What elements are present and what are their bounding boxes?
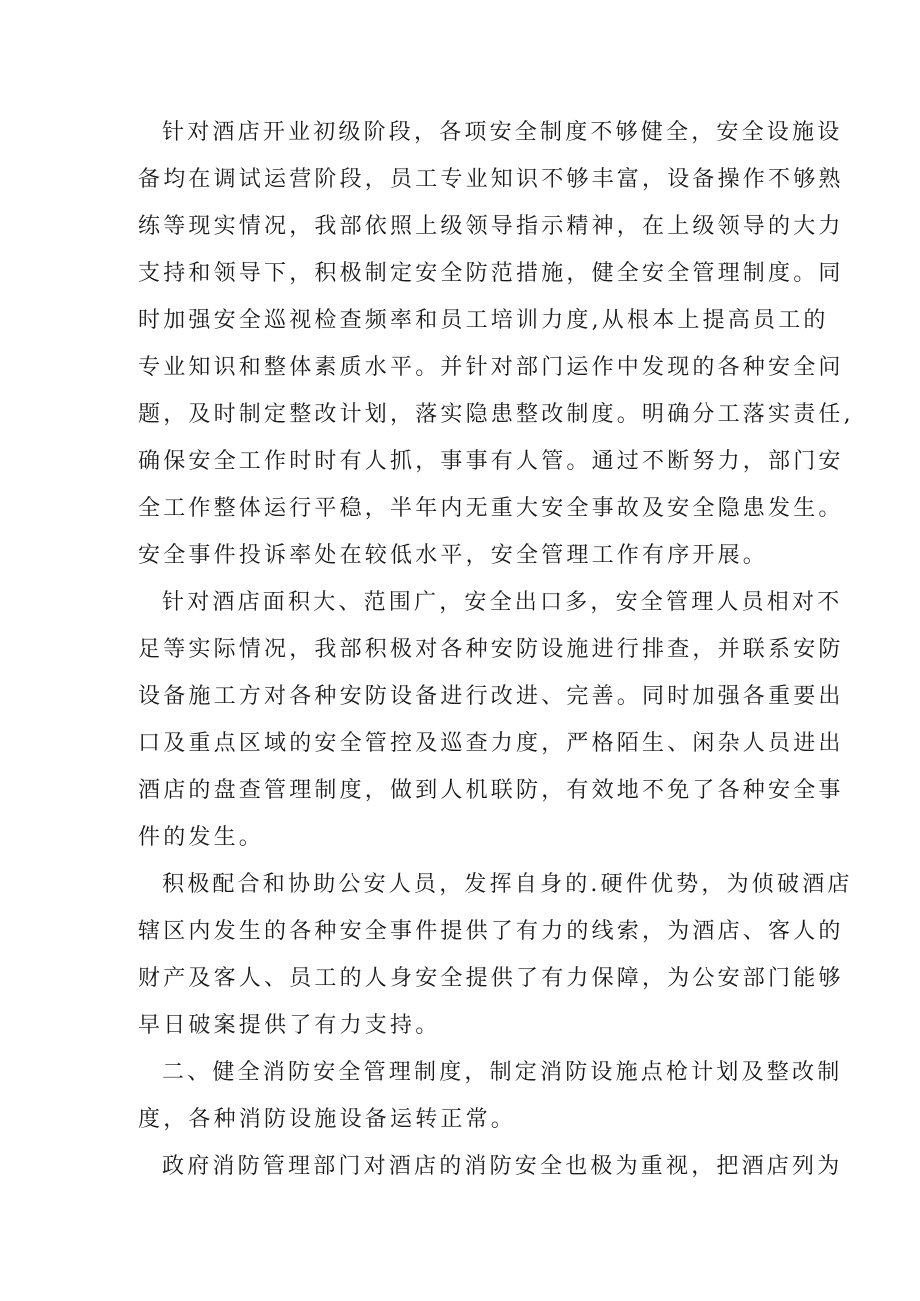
text-line: 全工作整体运行平稳，半年内无重大安全事故及安全隐患发生。 xyxy=(138,496,844,521)
text-line: 针对酒店开业初级阶段，各项安全制度不够健全，安全设施设 xyxy=(162,120,843,145)
text-line: 练等现实情况，我部依照上级领导指示精神，在上级领导的大力 xyxy=(138,214,844,239)
text-line: 二、健全消防安全管理制度，制定消防设施点枪计划及整改制 xyxy=(162,1060,843,1085)
text-line: 时加强安全巡视检查频率和员工培训力度,从根本上提高员工的 xyxy=(138,308,829,333)
text-line: 积极配合和协助公安人员，发挥自身的.硬件优势，为侦破酒店 xyxy=(162,872,853,897)
text-line: 支持和领导下，积极制定安全防范措施，健全安全管理制度。同 xyxy=(138,261,844,286)
text-line: 安全事件投诉率处在较低水平，安全管理工作有序开展。 xyxy=(138,543,769,568)
text-line: 口及重点区域的安全管控及巡查力度，严格陌生、闲杂人员进出 xyxy=(138,731,844,756)
text-line: 专业知识和整体素质水平。并针对部门运作中发现的各种安全问 xyxy=(138,355,844,380)
text-line: 辖区内发生的各种安全事件提供了有力的线索，为酒店、客人的 xyxy=(138,919,844,944)
text-line: 确保安全工作时时有人抓，事事有人管。通过不断努力，部门安 xyxy=(138,449,844,474)
text-line: 备均在调试运营阶段，员工专业知识不够丰富，设备操作不够熟 xyxy=(138,167,844,192)
text-line: 早日破案提供了有力支持。 xyxy=(138,1013,441,1038)
text-line: 件的发生。 xyxy=(138,825,265,850)
text-line: 政府消防管理部门对酒店的消防安全也极为重视，把酒店列为 xyxy=(162,1154,843,1179)
text-line: 题，及时制定整改计划，落实隐患整改制度。明确分工落实责任, xyxy=(138,402,854,427)
text-line: 财产及客人、员工的人身安全提供了有力保障，为公安部门能够 xyxy=(138,966,844,991)
text-line: 针对酒店面积大、范围广，安全出口多，安全管理人员相对不 xyxy=(162,590,843,615)
text-line: 足等实际情况，我部积极对各种安防设施进行排查，并联系安防 xyxy=(138,637,844,662)
text-line: 设备施工方对各种安防设备进行改进、完善。同时加强各重要出 xyxy=(138,684,844,709)
text-line: 度，各种消防设施设备运转正常。 xyxy=(138,1107,517,1132)
text-line: 酒店的盘查管理制度，做到人机联防，有效地不免了各种安全事 xyxy=(138,778,844,803)
